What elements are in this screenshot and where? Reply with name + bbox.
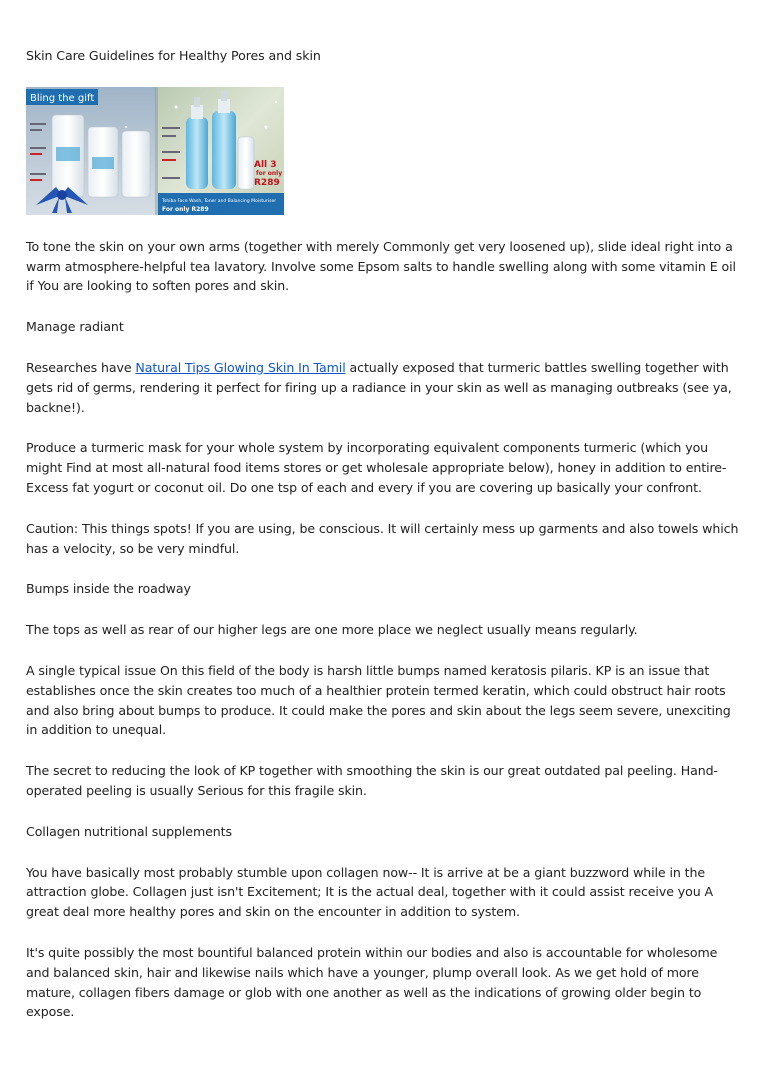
document-page <box>26 46 742 1043</box>
paragraph: It's quite possibly the most bountiful balanced protein within our bodies and also is accountable for wholesome and balanced skin, hair and likewise nails which have a younger, plump overall look. As we get hold of more mature, collagen fibers damage or glob with one another as well as the indications of growing older begin to expose. <box>26 944 718 1020</box>
banner-text: Bling the gift <box>30 92 95 104</box>
paragraph: The secret to reducing the look of KP together with smoothing the skin is our great outdated pal peeling. Hand-operated peeling is usually Serious for this fragile skin. <box>26 763 718 798</box>
caption-line-2: For only R289 <box>162 205 209 213</box>
section-heading: Manage radiant <box>26 319 124 335</box>
section-heading: Collagen nutritional supplements <box>26 823 232 839</box>
caption-line-1: Tshiba Face Wash, Toner and Balancing Moisturiser <box>162 198 277 204</box>
price-line-3: R289 <box>254 177 280 188</box>
paragraph-text-after: actually exposed that turmeric battles swelling together with gets rid of germs, rendering it perfect for firing up a radiance in your skin as well as managing outbreaks (see ya, backne!). <box>26 359 732 415</box>
price-line-2: for only <box>256 169 283 177</box>
paragraph: Caution: This things spots! If you are using, be conscious. It will certainly mess up garments and also towels which has a velocity, so be very mindful. <box>26 520 739 556</box>
product-promo-image <box>26 87 284 215</box>
price-line-1: All 3 <box>254 159 277 170</box>
paragraph: Produce a turmeric mask for your whole system by incorporating equivalent components turmeric (which you might Find at most all-natural food items stores or get wholesale appropriate below), honey in addition to entire-Excess fat yogurt or coconut oil. Do one tsp of each and every if you are covering up basically your confront. <box>26 440 727 495</box>
paragraph-text-before: Researches have <box>26 359 136 375</box>
document-title: Skin Care Guidelines for Healthy Pores and skin <box>26 48 321 63</box>
paragraph: A single typical issue On this field of the body is harsh little bumps named keratosis pilaris. KP is an issue that establishes once the skin creates too much of a healthier protein termed keratin, which could obstruct hair roots and also bring about bumps to produce. It could make the pores and skin about the legs seem severe, unexciting in addition to unequal. <box>26 662 731 738</box>
paragraph: You have basically most probably stumble upon collagen now-- It is arrive at be a giant buzzword while in the attraction globe. Collagen just isn't Excitement; It is the actual deal, together with it could assist receive you A great deal more healthy pores and skin on the encounter in addition to system. <box>26 864 713 920</box>
paragraph: To tone the skin on your own arms (together with merely Commonly get very loosened up), slide ideal right into a warm atmosphere-helpful tea lavatory. Involve some Epsom salts to handle swelling along with some vitamin E oil if You are looking to soften pores and skin. <box>26 238 736 294</box>
paragraph-with-link <box>26 358 742 417</box>
promo-illustration <box>26 87 284 215</box>
natural-tips-link[interactable]: Natural Tips Glowing Skin In Tamil <box>135 359 346 375</box>
paragraph: The tops as well as rear of our higher legs are one more place we neglect usually means regularly. <box>26 622 638 638</box>
section-heading: Bumps inside the roadway <box>26 581 191 597</box>
